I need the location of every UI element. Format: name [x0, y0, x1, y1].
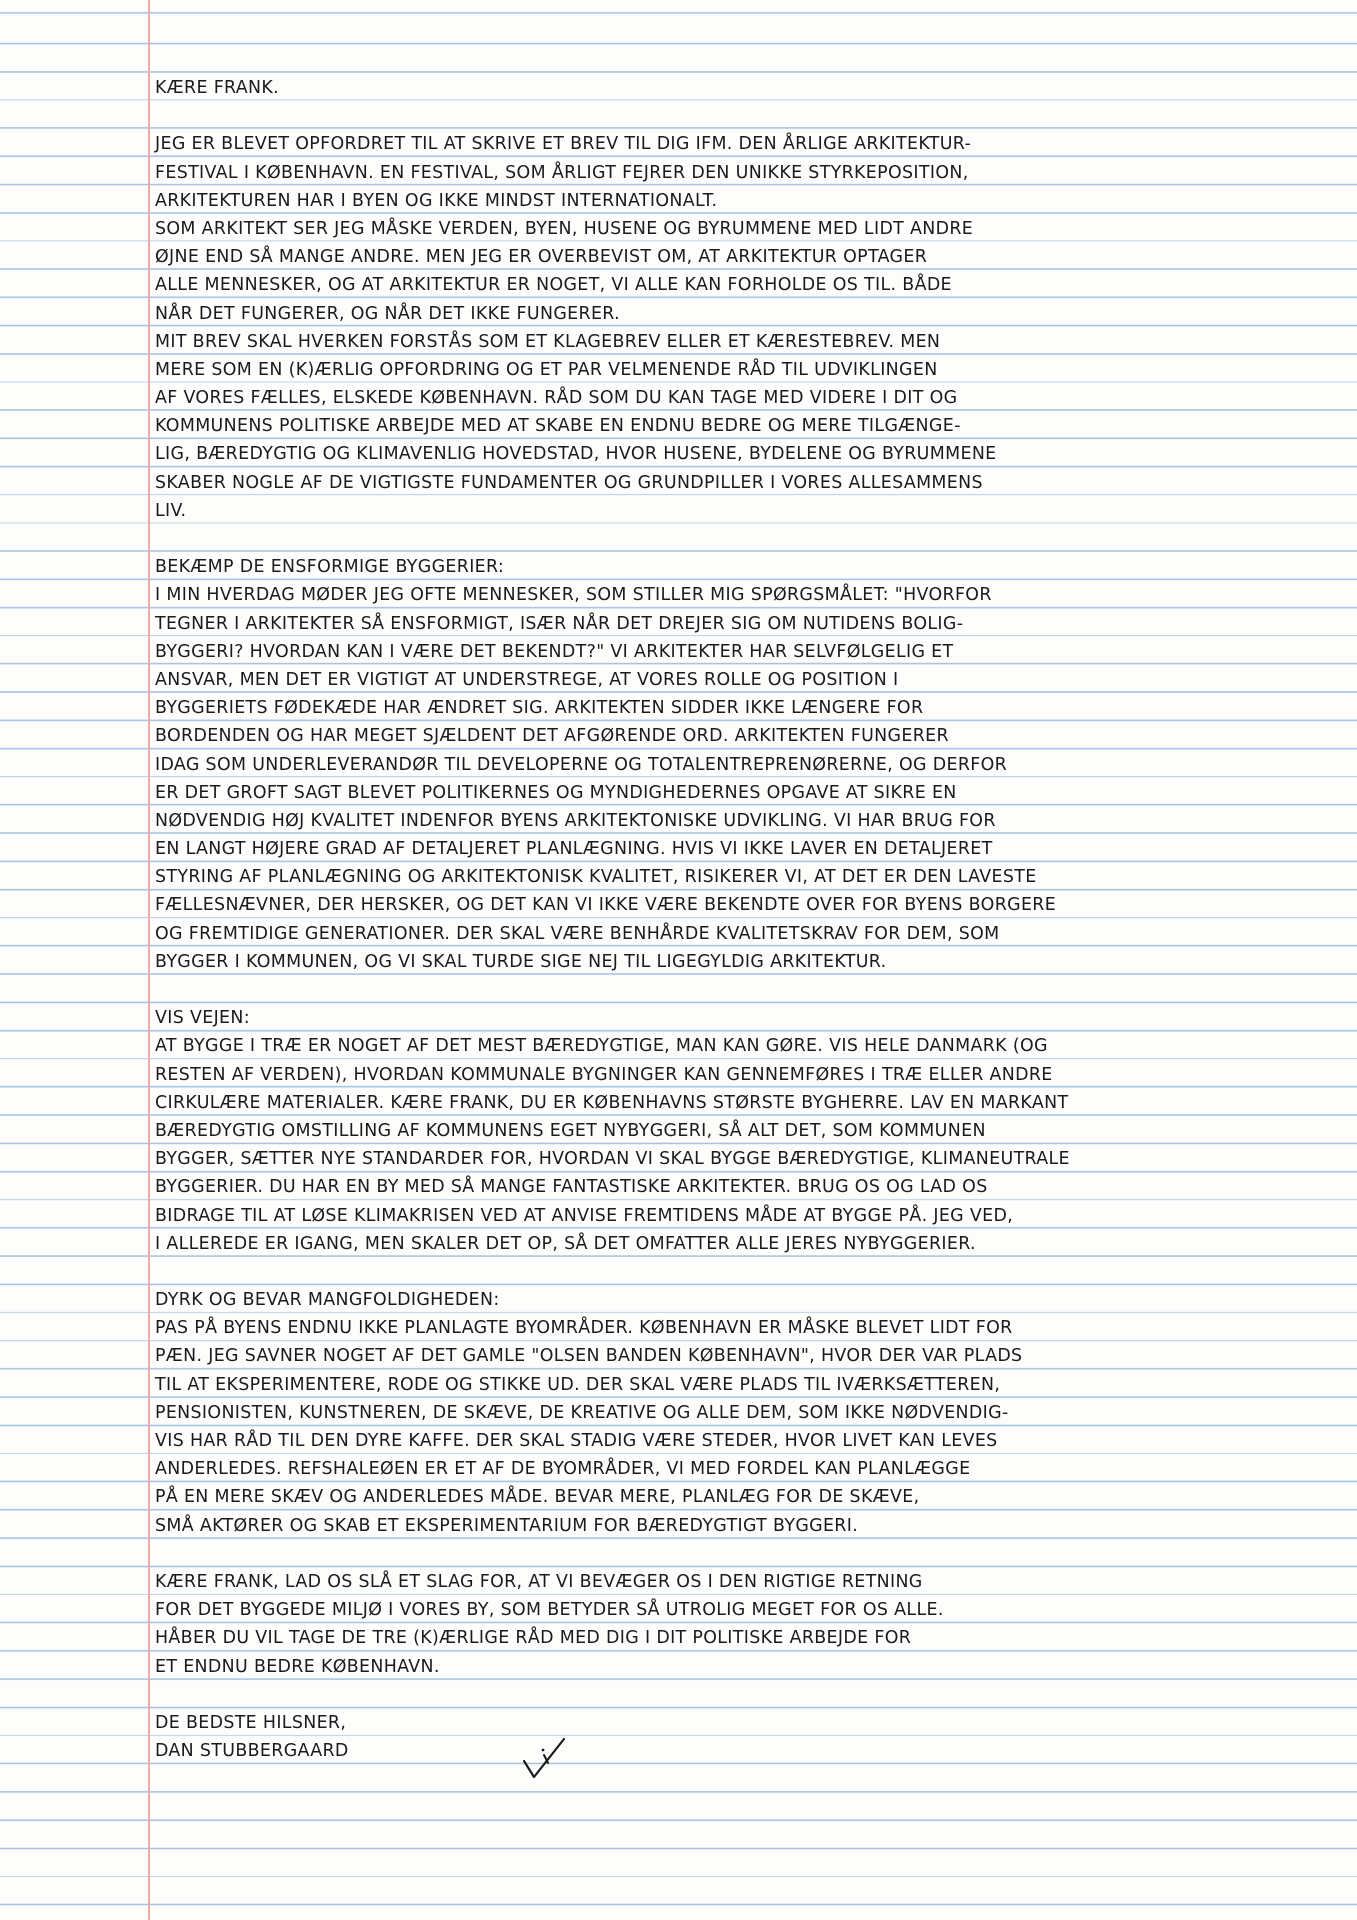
- section-vis-vejen: [155, 1004, 1325, 1258]
- section-line: TEGNER I ARKITEKTER SÅ ENSFORMIGT, ISÆR NÅR DET DREJER SIG OM NUTIDENS BOLIG-: [155, 613, 964, 634]
- section-line: BÆREDYGTIG OMSTILLING AF KOMMUNENS EGET NYBYGGERI, SÅ ALT DET, SOM KOMMUNEN: [155, 1120, 986, 1141]
- section-line: OG FREMTIDIGE GENERATIONER. DER SKAL VÆRE BENHÅRDE KVALITETSKRAV FOR DEM, SOM: [155, 923, 1000, 944]
- section-line: BIDRAGE TIL AT LØSE KLIMAKRISEN VED AT ANVISE FREMTIDENS MÅDE AT BYGGE PÅ. JEG VED,: [155, 1205, 1014, 1226]
- section-line: ANSVAR, MEN DET ER VIGTIGT AT UNDERSTREGE, AT VORES ROLLE OG POSITION I: [155, 669, 899, 690]
- closing-line: ET ENDNU BEDRE KØBENHAVN.: [155, 1656, 440, 1677]
- signature-mark: [518, 1733, 578, 1783]
- intro-line: ØJNE END SÅ MANGE ANDRE. MEN JEG ER OVERBEVIST OM, AT ARKITEKTUR OPTAGER: [155, 247, 928, 268]
- closing-line: HÅBER DU VIL TAGE DE TRE (K)ÆRLIGE RÅD MED DIG I DIT POLITISKE ARBEJDE FOR: [155, 1628, 912, 1649]
- margin-line: [148, 0, 150, 1920]
- section-heading: BEKÆMP DE ENSFORMIGE BYGGERIER:: [155, 557, 505, 578]
- intro-line: MIT BREV SKAL HVERKEN FORSTÅS SOM ET KLAGEBREV ELLER ET KÆRESTEBREV. MEN: [155, 331, 941, 352]
- paragraph-gap: [155, 1681, 1325, 1709]
- paragraph-gap: [155, 976, 1325, 1004]
- intro-line: NÅR DET FUNGERER, OG NÅR DET IKKE FUNGERER.: [155, 303, 620, 324]
- section-line: RESTEN AF VERDEN), HVORDAN KOMMUNALE BYGNINGER KAN GENNEMFØRES I TRÆ ELLER ANDRE: [155, 1064, 1053, 1085]
- author-name: DAN STUBBERGAARD: [155, 1741, 349, 1762]
- section-line: PÆN. JEG SAVNER NOGET AF DET GAMLE "OLSEN BANDEN KØBENHAVN", HVOR DER VAR PLADS: [155, 1346, 1023, 1367]
- paragraph-gap: [155, 1540, 1325, 1568]
- section-line: SMÅ AKTØRER OG SKAB ET EKSPERIMENTARIUM FOR BÆREDYGTIGT BYGGERI.: [155, 1515, 859, 1536]
- section-line: I ALLEREDE ER IGANG, MEN SKALER DET OP, SÅ DET OMFATTER ALLE JERES NYBYGGERIER.: [155, 1233, 976, 1254]
- section-line: FÆLLESNÆVNER, DER HERSKER, OG DET KAN VI IKKE VÆRE BEKENDTE OVER FOR BYENS BORGERE: [155, 895, 1057, 916]
- section-line: BYGGER I KOMMUNEN, OG VI SKAL TURDE SIGE NEJ TIL LIGEGYLDIG ARKITEKTUR.: [155, 951, 887, 972]
- signature-block: [155, 1709, 1325, 1765]
- section-line: ER DET GROFT SAGT BLEVET POLITIKERNES OG MYNDIGHEDERNES OPGAVE AT SIKRE EN: [155, 782, 957, 803]
- section-line: STYRING AF PLANLÆGNING OG ARKITEKTONISK KVALITET, RISIKERER VI, AT DET ER DEN LAVESTE: [155, 867, 1037, 888]
- section-line: BORDENDEN OG HAR MEGET SJÆLDENT DET AFGØRENDE ORD. ARKITEKTEN FUNGERER: [155, 726, 949, 747]
- section-line: PÅ EN MERE SKÆV OG ANDERLEDES MÅDE. BEVAR MERE, PLANLÆG FOR DE SKÆVE,: [155, 1487, 920, 1508]
- intro-line: AF VORES FÆLLES, ELSKEDE KØBENHAVN. RÅD SOM DU KAN TAGE MED VIDERE I DIT OG: [155, 388, 958, 409]
- intro-line: ARKITEKTUREN HAR I BYEN OG IKKE MINDST INTERNATIONALT.: [155, 190, 718, 211]
- section-line: PAS PÅ BYENS ENDNU IKKE PLANLAGTE BYOMRÅDER. KØBENHAVN ER MÅSKE BLEVET LIDT FOR: [155, 1318, 1013, 1339]
- section-line: BYGGERIER. DU HAR EN BY MED SÅ MANGE FANTASTISKE ARKITEKTER. BRUG OS OG LAD OS: [155, 1177, 988, 1198]
- intro-line: LIG, BÆREDYGTIG OG KLIMAVENLIG HOVEDSTAD, HVOR HUSENE, BYDELENE OG BYRUMMENE: [155, 444, 997, 465]
- section-line: PENSIONISTEN, KUNSTNEREN, DE SKÆVE, DE KREATIVE OG ALLE DEM, SOM IKKE NØDVENDIG-: [155, 1402, 1009, 1423]
- intro-line: ALLE MENNESKER, OG AT ARKITEKTUR ER NOGET, VI ALLE KAN FORHOLDE OS TIL. BÅDE: [155, 275, 952, 296]
- salutation: KÆRE FRANK.: [155, 78, 280, 98]
- intro-paragraph: [155, 130, 1325, 525]
- section-heading: VIS VEJEN:: [155, 1008, 250, 1029]
- section-line: NØDVENDIG HØJ KVALITET INDENFOR BYENS ARKITEKTONISKE UDVIKLING. VI HAR BRUG FOR: [155, 810, 996, 831]
- intro-line: LIV.: [155, 500, 187, 521]
- section-line: BYGGER, SÆTTER NYE STANDARDER FOR, HVORDAN VI SKAL BYGGE BÆREDYGTIGE, KLIMANEUTRALE: [155, 1149, 1070, 1170]
- section-line: BYGGERI? HVORDAN KAN I VÆRE DET BEKENDT?" VI ARKITEKTER HAR SELVFØLGELIG ET: [155, 641, 954, 662]
- section-line: TIL AT EKSPERIMENTERE, RODE OG STIKKE UD. DER SKAL VÆRE PLADS TIL IVÆRKSÆTTEREN,: [155, 1374, 1001, 1395]
- handwritten-letter: [155, 74, 1325, 1765]
- intro-line: JEG ER BLEVET OPFORDRET TIL AT SKRIVE ET BREV TIL DIG IFM. DEN ÅRLIGE ARKITEKTUR-: [155, 134, 972, 155]
- section-line: AT BYGGE I TRÆ ER NOGET AF DET MEST BÆREDYGTIGE, MAN KAN GØRE. VIS HELE DANMARK (OG: [155, 1036, 1048, 1057]
- intro-line: FESTIVAL I KØBENHAVN. EN FESTIVAL, SOM ÅRLIGT FEJRER DEN UNIKKE STYRKEPOSITION,: [155, 162, 969, 183]
- section-line: CIRKULÆRE MATERIALER. KÆRE FRANK, DU ER KØBENHAVNS STØRSTE BYGHERRE. LAV EN MARKANT: [155, 1092, 1069, 1113]
- intro-line: SOM ARKITEKT SER JEG MÅSKE VERDEN, BYEN, HUSENE OG BYRUMMENE MED LIDT ANDRE: [155, 218, 974, 239]
- section-line: I MIN HVERDAG MØDER JEG OFTE MENNESKER, SOM STILLER MIG SPØRGSMÅLET: "HVORFOR: [155, 585, 992, 606]
- sign-off: DE BEDSTE HILSNER,: [155, 1712, 347, 1733]
- section-line: EN LANGT HØJERE GRAD AF DETALJERET PLANLÆGNING. HVIS VI IKKE LAVER EN DETALJERET: [155, 839, 993, 860]
- section-line: VIS HAR RÅD TIL DEN DYRE KAFFE. DER SKAL STADIG VÆRE STEDER, HVOR LIVET KAN LEVES: [155, 1431, 998, 1452]
- closing-paragraph: [155, 1568, 1325, 1681]
- paragraph-gap: [155, 525, 1325, 553]
- section-line: BYGGERIETS FØDEKÆDE HAR ÆNDRET SIG. ARKITEKTEN SIDDER IKKE LÆNGERE FOR: [155, 698, 924, 719]
- intro-line: SKABER NOGLE AF DE VIGTIGSTE FUNDAMENTER OG GRUNDPILLER I VORES ALLESAMMENS: [155, 472, 983, 493]
- section-mangfoldigheden: [155, 1286, 1325, 1540]
- section-line: ANDERLEDES. REFSHALEØEN ER ET AF DE BYOMRÅDER, VI MED FORDEL KAN PLANLÆGGE: [155, 1459, 971, 1480]
- section-line: IDAG SOM UNDERLEVERANDØR TIL DEVELOPERNE OG TOTALENTREPRENØRERNE, OG DERFOR: [155, 754, 1008, 775]
- closing-line: FOR DET BYGGEDE MILJØ I VORES BY, SOM BETYDER SÅ UTROLIG MEGET FOR OS ALLE.: [155, 1600, 944, 1621]
- section-ensformige-byggerier: [155, 553, 1325, 976]
- section-heading: DYRK OG BEVAR MANGFOLDIGHEDEN:: [155, 1290, 500, 1311]
- paragraph-gap: [155, 1258, 1325, 1286]
- closing-line: KÆRE FRANK, LAD OS SLÅ ET SLAG FOR, AT VI BEVÆGER OS I DEN RIGTIGE RETNING: [155, 1571, 923, 1592]
- intro-line: KOMMUNENS POLITISKE ARBEJDE MED AT SKABE EN ENDNU BEDRE OG MERE TILGÆNGE-: [155, 416, 961, 437]
- intro-line: MERE SOM EN (K)ÆRLIG OPFORDRING OG ET PAR VELMENENDE RÅD TIL UDVIKLINGEN: [155, 359, 938, 380]
